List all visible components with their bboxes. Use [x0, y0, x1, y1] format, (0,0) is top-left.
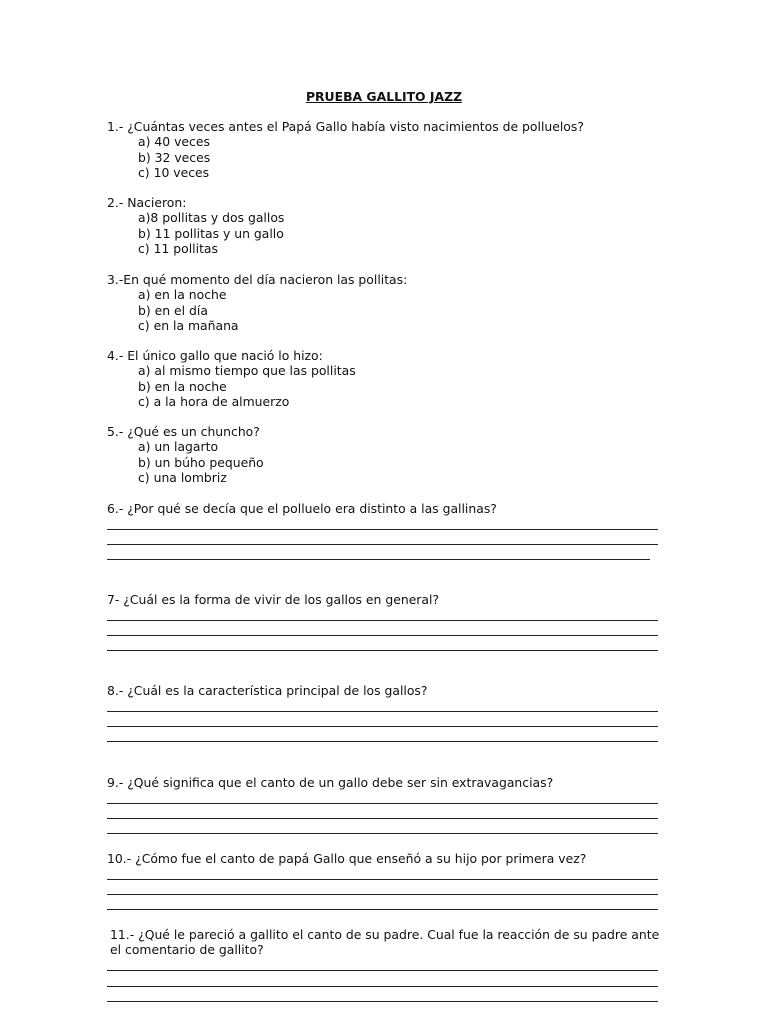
answer-line [107, 897, 658, 912]
question-11-text: 11.- ¿Qué le pareció a gallito el canto de su padre. Cual fue la reacción de su padre ante el comentario de gallito? [110, 927, 660, 958]
answer-line [107, 973, 658, 988]
question-2-text: 2.- Nacieron: [107, 195, 187, 210]
question-7-text: 7- ¿Cuál es la forma de vivir de los gallos en general? [107, 592, 440, 607]
answer-line [107, 547, 650, 562]
answer-line [107, 638, 658, 653]
answer-line [107, 882, 658, 897]
answer-line [107, 821, 658, 836]
answer-line [107, 806, 658, 821]
question-3-text: 3.-En qué momento del día nacieron las pollitas: [107, 272, 408, 287]
answer-line [107, 729, 658, 744]
question-6 [107, 501, 667, 562]
answer-line [107, 516, 658, 531]
question-10-text: 10.- ¿Cómo fue el canto de papá Gallo que enseñó a su hijo por primera vez? [107, 851, 587, 866]
question-2-option-a: a)8 pollitas y dos gallos [138, 210, 285, 226]
question-5-option-c: c) una lombriz [138, 469, 227, 485]
question-7 [107, 592, 667, 653]
answer-line [107, 698, 658, 713]
question-3-option-b: b) en el día [138, 302, 208, 318]
document-title: PRUEBA GALLITO JAZZ [305, 89, 463, 104]
question-3 [107, 272, 667, 333]
question-4-text: 4.- El único gallo que nació lo hizo: [107, 348, 323, 363]
question-5 [107, 424, 667, 485]
question-4-option-b: b) en la noche [138, 378, 227, 394]
answer-line [107, 866, 658, 881]
answer-line [107, 714, 658, 729]
question-3-option-c: c) en la mañana [138, 317, 239, 333]
question-10 [107, 851, 667, 912]
question-9-text: 9.- ¿Qué significa que el canto de un gallo debe ser sin extravagancias? [107, 775, 554, 790]
question-8-text: 8.- ¿Cuál es la característica principal de los gallos? [107, 683, 428, 698]
question-4-option-c: c) a la hora de almuerzo [138, 393, 290, 409]
answer-line [107, 989, 658, 1004]
question-5-option-a: a) un lagarto [138, 439, 219, 455]
question-5-text: 5.- ¿Qué es un chuncho? [107, 424, 260, 439]
question-8 [107, 683, 667, 744]
question-4 [107, 348, 667, 409]
question-3-option-a: a) en la noche [138, 287, 227, 303]
answer-line [107, 790, 658, 805]
question-1-option-a: a) 40 veces [138, 134, 210, 150]
question-1 [107, 119, 667, 180]
question-2-option-c: c) 11 pollitas [138, 240, 218, 256]
question-4-option-a: a) al mismo tiempo que las pollitas [138, 363, 356, 379]
question-2-option-b: b) 11 pollitas y un gallo [138, 225, 284, 241]
question-1-text: 1.- ¿Cuántas veces antes el Papá Gallo había visto nacimientos de polluelos? [107, 119, 584, 134]
question-5-option-b: b) un búho pequeño [138, 454, 264, 470]
question-6-text: 6.- ¿Por qué se decía que el polluelo era distinto a las gallinas? [107, 501, 497, 516]
question-11-answer-lines [107, 958, 667, 1004]
answer-line [107, 607, 658, 622]
question-1-option-b: b) 32 veces [138, 149, 211, 165]
question-2 [107, 195, 667, 256]
question-9 [107, 775, 667, 836]
answer-line [107, 532, 658, 547]
answer-line [107, 623, 658, 638]
answer-line [107, 958, 658, 973]
question-11 [110, 927, 670, 958]
question-1-option-c: c) 10 veces [138, 164, 210, 180]
